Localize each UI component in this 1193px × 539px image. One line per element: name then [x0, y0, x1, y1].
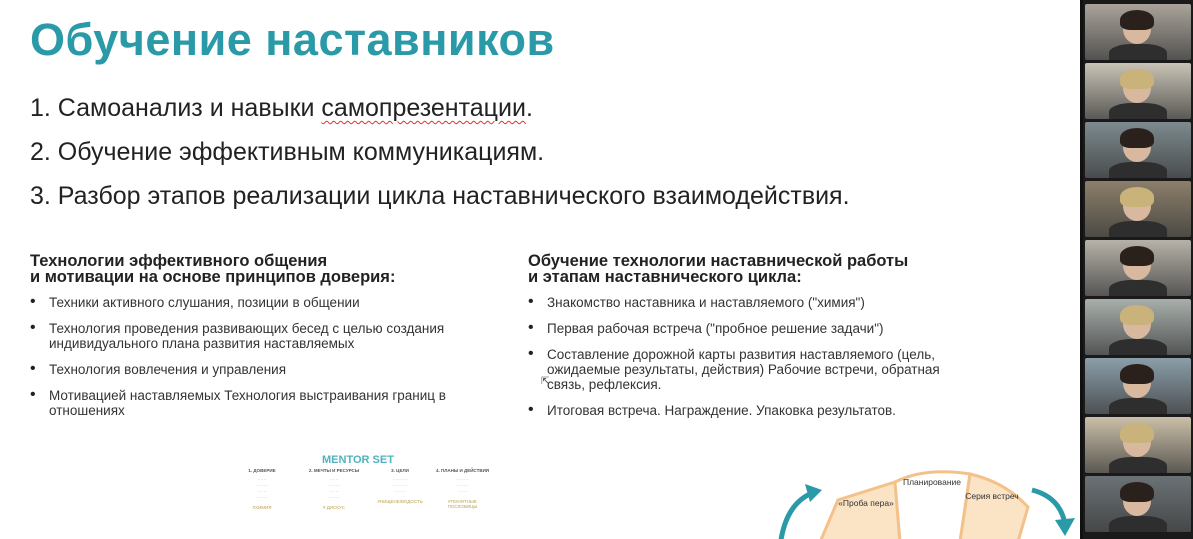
wheel-label-planirovanie: Планирование [902, 477, 962, 487]
left-heading-line-1: Технологии эффективного общения [30, 252, 328, 270]
left-column-heading [30, 253, 500, 285]
mentor-set-column-body: ······ ········ ······ ········ [328, 477, 340, 500]
mentor-set-column [370, 468, 430, 504]
mentor-set-column [303, 468, 365, 510]
cycle-arrow-left-head-icon [805, 484, 822, 502]
main-point-1 [30, 86, 850, 130]
participant-hair-icon [1120, 128, 1154, 148]
right-heading-line-1: Обучение технологии наставнической работы [528, 252, 909, 270]
participant-shoulders-icon [1109, 103, 1167, 119]
participant-video-tile[interactable] [1085, 476, 1191, 532]
main-point-3: 3. Разбор этапов реализации цикла наставнического взаимодействия. [30, 182, 850, 210]
right-bullet-list [528, 295, 988, 418]
right-bullet-item: • Знакомство наставника и наставляемого ("химия") [528, 295, 988, 310]
right-bullet-item: • Первая рабочая встреча ("пробное решение задачи") [528, 321, 988, 336]
wheel-segment-left [820, 482, 900, 539]
left-bullet-item: • Мотивацией наставляемых Технология выстраивания границ в отношениях [30, 388, 500, 418]
left-bullet-item: • Технология проведения развивающих бесед с целью создания индивидуального плана развития наставляемых [30, 321, 500, 351]
wheel-label-seriya-vstrech: Серия встреч [965, 491, 1019, 501]
spellcheck-highlight: самопрезентации [321, 94, 526, 122]
mentor-set-column-body: ······ ········ ······ ········ [256, 477, 268, 500]
main-point-1-suffix: . [525, 94, 533, 122]
participant-hair-icon [1120, 246, 1154, 266]
mentor-set-column-foot: #НИЩЕНЕ/ВОДОСТЬ [377, 499, 423, 504]
cycle-arrow-right-icon [1032, 490, 1065, 524]
communication-technologies-column [30, 253, 500, 429]
mentor-set-column-head: 3. ЦЕЛИ [391, 468, 409, 473]
participant-shoulders-icon [1109, 398, 1167, 414]
mentor-set-column [237, 468, 287, 510]
participant-hair-icon [1120, 187, 1154, 207]
participant-video-tile[interactable] [1085, 4, 1191, 60]
mentor-set-column [435, 468, 490, 509]
participant-video-tile[interactable] [1085, 358, 1191, 414]
participant-hair-icon [1120, 10, 1154, 30]
left-bullet-list [30, 295, 500, 418]
right-bullet-item: • Итоговая встреча. Награждение. Упаковка результатов. [528, 403, 988, 418]
mentor-set-column-foot: #ХИМИЯ [252, 505, 272, 510]
mentor-set-column-head: 4. ПЛАНЫ И ДЕЙСТВИЯ [435, 468, 490, 473]
mentoring-cycle-column [528, 253, 988, 429]
participant-shoulders-icon [1109, 457, 1167, 473]
participant-hair-icon [1120, 305, 1154, 325]
right-bullet-item: • Составление дорожной карты развития наставляемого (цель, ожидаемые результаты, действия) Рабочие встречи, обратная связь, рефлексия. [528, 347, 988, 392]
mentor-set-column-head: 2. МЕЧТЫ И РЕСУРСЫ [308, 468, 360, 473]
participant-shoulders-icon [1109, 44, 1167, 60]
participant-hair-icon [1120, 69, 1154, 89]
main-point-1-prefix: 1. Самоанализ и навыки [30, 94, 322, 122]
slide-title: Обучение наставников [30, 14, 555, 65]
participant-video-tile[interactable] [1085, 417, 1191, 473]
mentor-set-infographic [225, 452, 505, 539]
mentor-set-column-body: ·········· ·········· ········ [392, 477, 408, 494]
right-heading-line-2: и этапам наставнического цикла: [528, 268, 802, 286]
left-bullet-item: • Технология вовлечения и управления [30, 362, 500, 377]
main-points-list [30, 86, 850, 218]
left-bullet-item: • Техники активного слушания, позиции в общении [30, 295, 500, 310]
participant-hair-icon [1120, 423, 1154, 443]
mentor-set-column-foot: #ПОНЯТНЫЕ ПОСЛОВИЦЫ [447, 499, 478, 509]
participant-video-tile[interactable] [1085, 299, 1191, 355]
wheel-label-proba-pera: «Проба пера» [838, 498, 894, 508]
right-column-heading [528, 253, 988, 285]
mouse-cursor-icon: ⇱ [541, 376, 550, 387]
participant-video-tile[interactable] [1085, 240, 1191, 296]
mentoring-cycle-wheel [760, 462, 1080, 539]
cycle-arrow-right-head-icon [1055, 518, 1075, 536]
left-heading-line-2: и мотивации на основе принципов доверия: [30, 268, 396, 286]
mentor-set-column-head: 1. ДОВЕРИЕ [248, 468, 276, 473]
participant-shoulders-icon [1109, 516, 1167, 532]
mentor-set-title: MENTOR SET [322, 454, 394, 466]
wheel-segment-right [960, 474, 1028, 539]
video-participants-panel [1083, 0, 1193, 539]
participant-shoulders-icon [1109, 280, 1167, 296]
participant-shoulders-icon [1109, 221, 1167, 237]
main-point-2: 2. Обучение эффективным коммуникациям. [30, 138, 545, 166]
mentor-set-column-body: ········ ········ ······ [456, 477, 469, 494]
participant-shoulders-icon [1109, 339, 1167, 355]
participant-shoulders-icon [1109, 162, 1167, 178]
participant-video-tile[interactable] [1085, 122, 1191, 178]
participant-hair-icon [1120, 482, 1154, 502]
participant-video-tile[interactable] [1085, 181, 1191, 237]
participant-video-tile[interactable] [1085, 63, 1191, 119]
mentor-set-column-foot: # ДИСКУС [322, 505, 346, 510]
participant-hair-icon [1120, 364, 1154, 384]
